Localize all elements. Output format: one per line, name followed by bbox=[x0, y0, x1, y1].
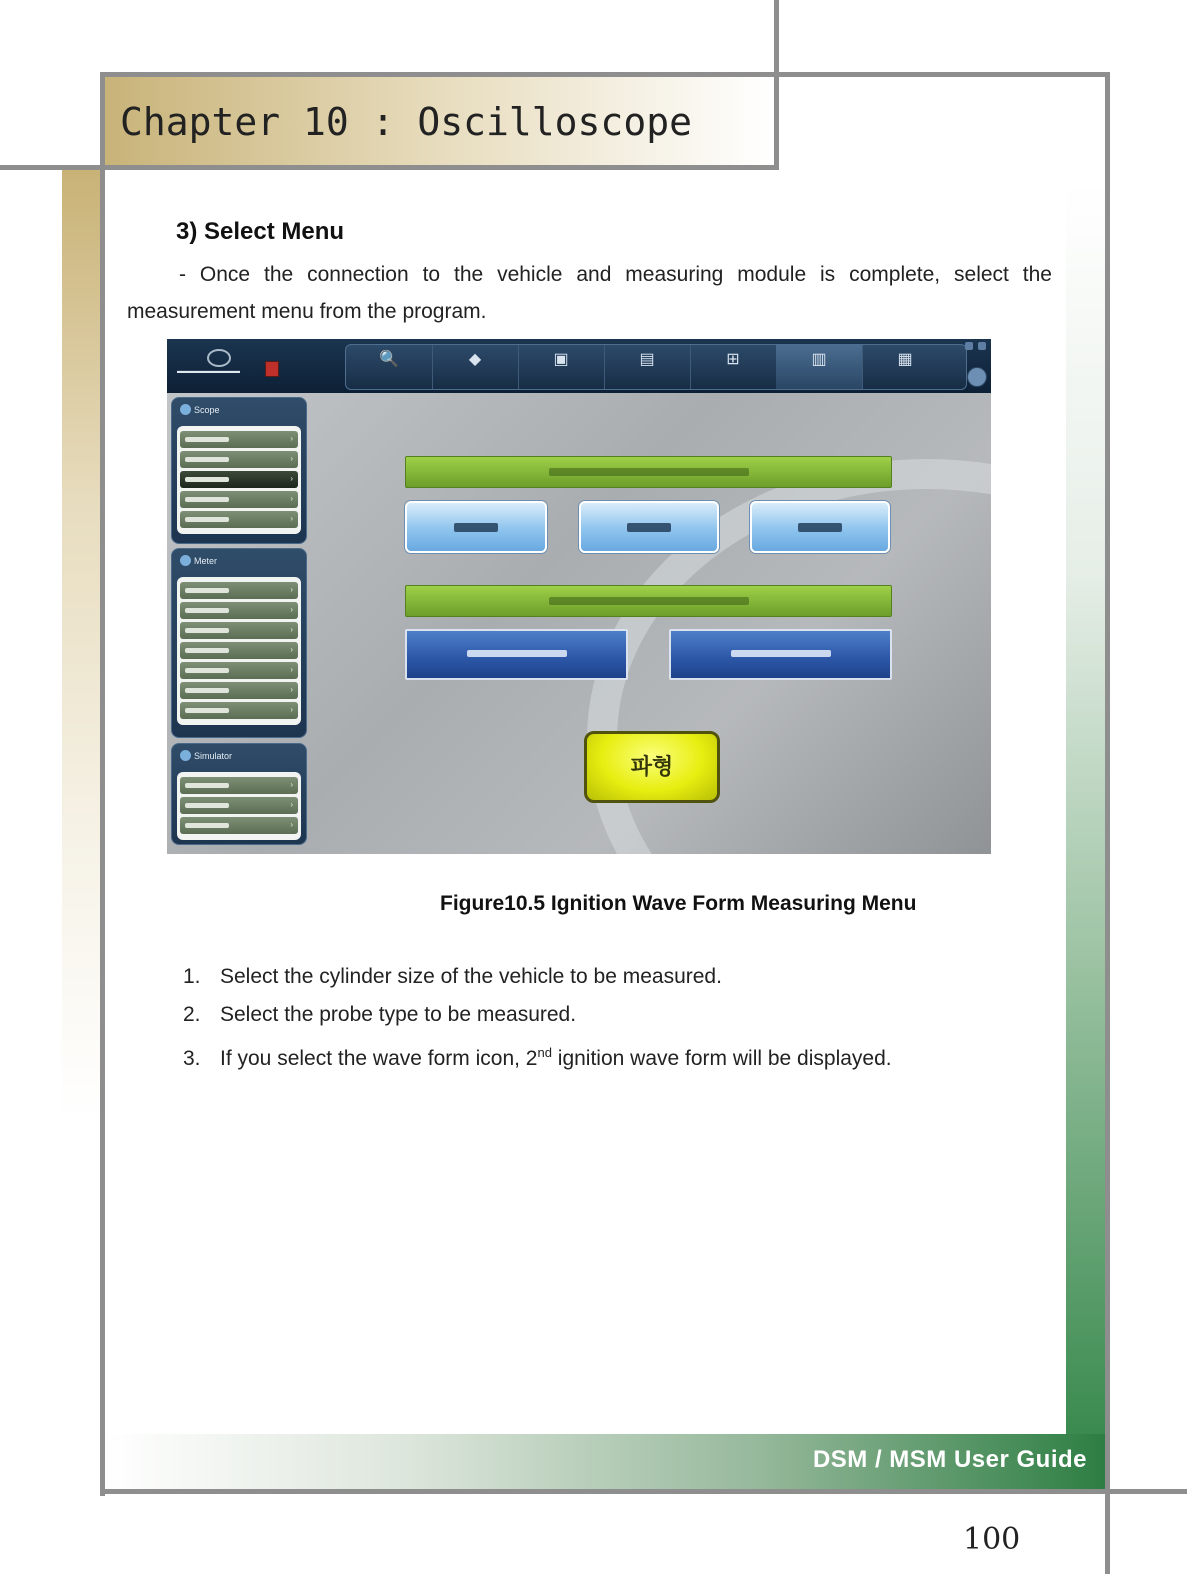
program-top-bar bbox=[167, 339, 991, 393]
program-screenshot bbox=[167, 339, 991, 854]
meter-menu-item[interactable]: › bbox=[180, 582, 298, 599]
wave-form-button[interactable]: 파형 bbox=[584, 731, 720, 803]
meter-menu-item[interactable]: › bbox=[180, 602, 298, 619]
minimize-button[interactable] bbox=[965, 342, 973, 350]
page-number: 100 bbox=[963, 1522, 1021, 1557]
meter-panel-icon bbox=[180, 555, 191, 566]
scope-panel-icon bbox=[180, 404, 191, 415]
cylinder-8-button[interactable] bbox=[750, 501, 890, 553]
close-button[interactable] bbox=[978, 342, 986, 350]
header-tab-line-bottom bbox=[0, 165, 779, 170]
header-tab-line-right bbox=[774, 0, 779, 170]
section-title: 3) Select Menu bbox=[176, 218, 345, 245]
frame-line-right bbox=[1105, 72, 1110, 1574]
frame-line-bottom bbox=[100, 1489, 1187, 1494]
monitor-icon: ▣ bbox=[553, 351, 569, 368]
meter-menu-item[interactable]: › bbox=[180, 662, 298, 679]
intro-paragraph: - Once the connection to the vehicle and measuring module is complete, select the measurement menu from the program. bbox=[127, 263, 1052, 323]
chapter-title: Chapter 10 : Oscilloscope bbox=[120, 100, 692, 144]
meter-menu-item[interactable]: › bbox=[180, 682, 298, 699]
meter-panel-header bbox=[180, 555, 217, 566]
list-item: 1. Select the cylinder size of the vehicle to be measured. bbox=[183, 965, 722, 988]
diamond-icon: ◆ bbox=[468, 351, 482, 368]
simulator-panel-icon bbox=[180, 750, 191, 761]
simulator-menu-item[interactable]: › bbox=[180, 777, 298, 794]
globe-icon[interactable] bbox=[967, 367, 987, 387]
cylinder-6-button[interactable] bbox=[579, 501, 719, 553]
scope-menu-item-selected[interactable]: › bbox=[180, 471, 298, 488]
simulator-menu bbox=[177, 772, 301, 840]
simulator-panel bbox=[171, 743, 307, 845]
right-decorative-strip bbox=[1066, 180, 1106, 1490]
scope-panel-title: Scope bbox=[194, 405, 220, 415]
settings-icon: ▦ bbox=[897, 351, 913, 368]
sidebar bbox=[171, 397, 305, 853]
meter-menu-item[interactable]: › bbox=[180, 702, 298, 719]
scope-panel bbox=[171, 397, 307, 544]
toolbox-icon: ▤ bbox=[639, 351, 655, 368]
nav-item-toolbox[interactable] bbox=[604, 345, 691, 389]
logo-text-placeholder: ▬▬▬▬▬▬▬▬▬ bbox=[177, 368, 240, 375]
scope-panel-header bbox=[180, 404, 220, 415]
cylinder-4-button[interactable] bbox=[405, 501, 547, 553]
meter-panel bbox=[171, 548, 307, 738]
scope-menu bbox=[177, 426, 301, 534]
nav-item-oscilloscope[interactable] bbox=[776, 345, 863, 389]
simulator-menu-item[interactable]: › bbox=[180, 797, 298, 814]
nav-item-search[interactable] bbox=[346, 345, 433, 389]
search-icon: 🔍 bbox=[379, 351, 399, 368]
simulator-panel-header bbox=[180, 750, 232, 761]
cylinder-select-banner bbox=[405, 456, 892, 488]
list-item: 3. If you select the wave form icon, 2nd ignition wave form will be displayed. bbox=[183, 1045, 892, 1070]
nav-item-diagnosis[interactable] bbox=[432, 345, 519, 389]
simulator-panel-title: Simulator bbox=[194, 751, 233, 761]
scope-menu-item[interactable]: › bbox=[180, 451, 298, 468]
steps-list bbox=[183, 962, 892, 1076]
scope-icon: ▥ bbox=[811, 351, 827, 368]
scope-menu-item[interactable]: › bbox=[180, 511, 298, 528]
figure-caption: Figure10.5 Ignition Wave Form Measuring Menu bbox=[440, 892, 917, 915]
list-item: 2. Select the probe type to be measured. bbox=[183, 1003, 577, 1026]
scope-menu-item[interactable]: › bbox=[180, 431, 298, 448]
meter-panel-title: Meter bbox=[194, 556, 218, 566]
logo-emblem-icon bbox=[207, 349, 231, 367]
brand-logo bbox=[173, 347, 268, 387]
meter-menu-item[interactable]: › bbox=[180, 622, 298, 639]
nav-item-can-network[interactable] bbox=[690, 345, 777, 389]
simulator-menu-item[interactable]: › bbox=[180, 817, 298, 834]
probe-select-banner bbox=[405, 585, 892, 617]
scope-menu-item[interactable]: › bbox=[180, 491, 298, 508]
footer-guide-title: DSM / MSM User Guide bbox=[812, 1446, 1087, 1473]
meter-menu-item[interactable]: › bbox=[180, 642, 298, 659]
meter-menu bbox=[177, 577, 301, 725]
probe-1-4-button[interactable] bbox=[669, 629, 892, 680]
can-network-icon: ⊞ bbox=[726, 351, 740, 368]
probe-1-1-button[interactable] bbox=[405, 629, 628, 680]
frame-line-left bbox=[100, 72, 105, 1496]
frame-line-top bbox=[100, 72, 1110, 77]
nav-item-settings[interactable] bbox=[862, 345, 948, 389]
record-indicator-icon bbox=[265, 361, 279, 377]
left-decorative-strip bbox=[62, 170, 102, 1120]
nav-item-monitor[interactable] bbox=[518, 345, 605, 389]
main-nav bbox=[345, 344, 967, 390]
